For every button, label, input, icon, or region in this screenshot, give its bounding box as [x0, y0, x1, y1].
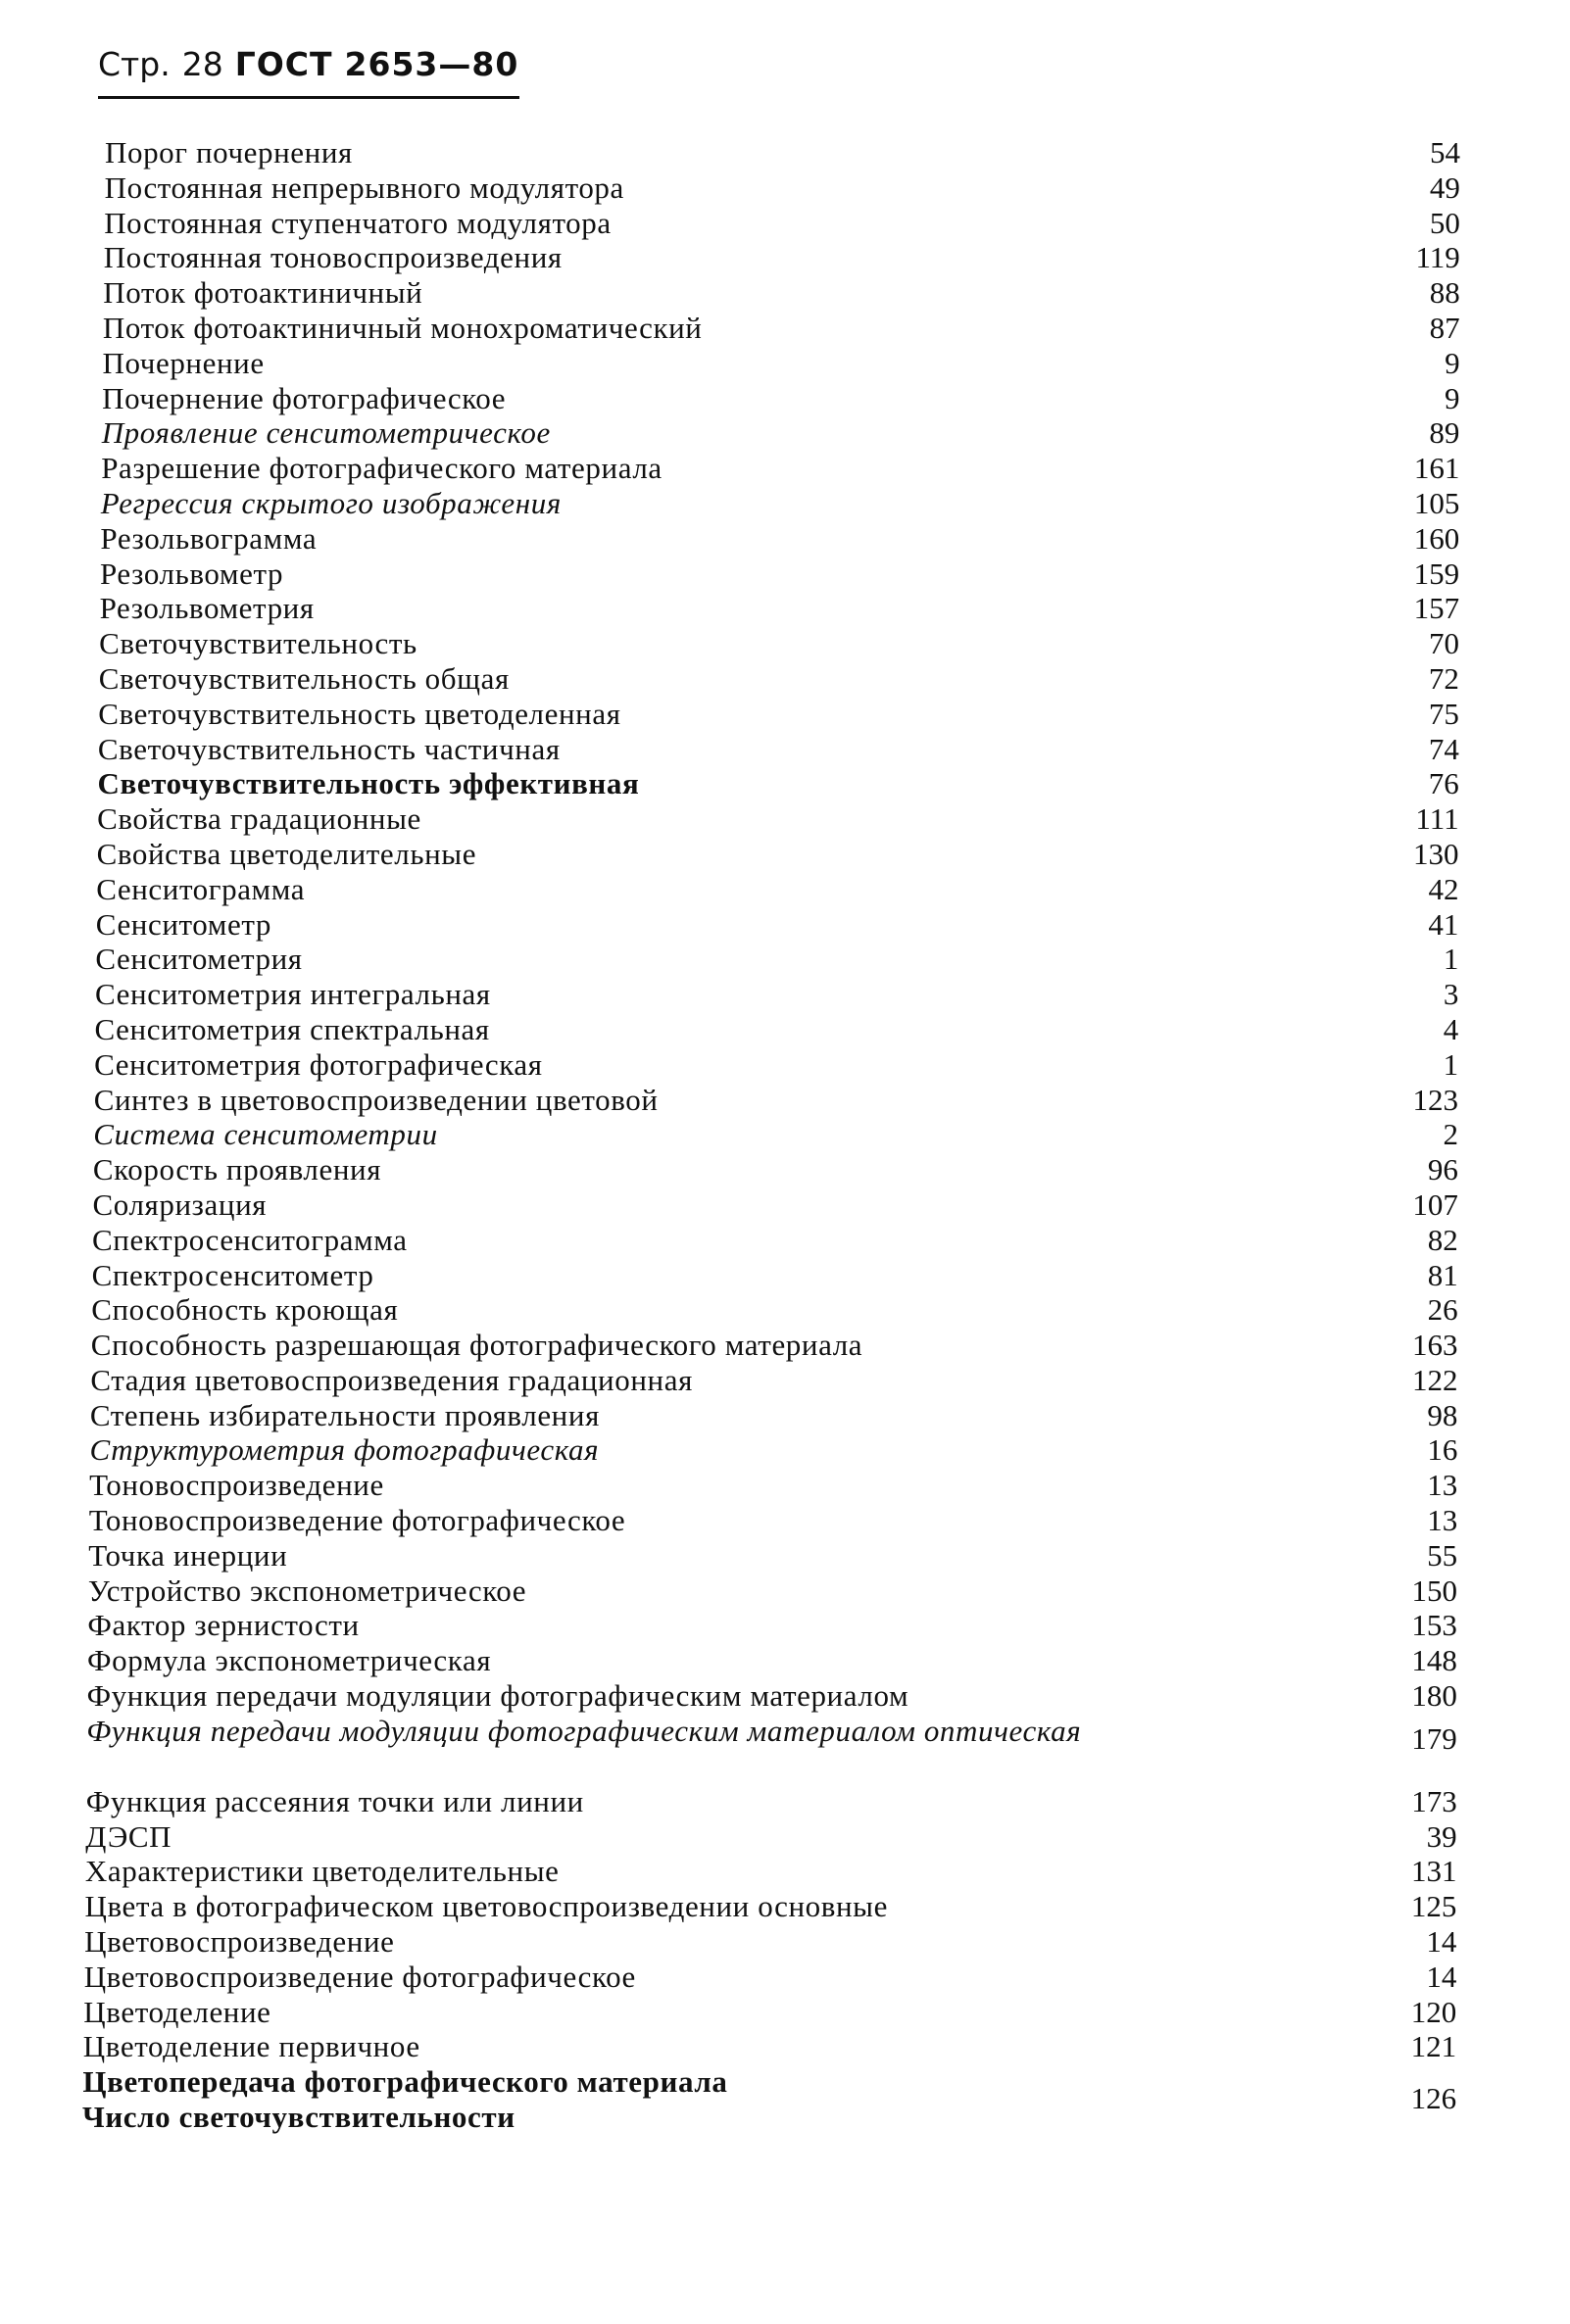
index-entry — [0, 907, 1570, 943]
index-term: Сенситограмма — [96, 871, 306, 906]
index-term: Способность разрешающая фотографического материала — [90, 1328, 863, 1363]
index-entry — [0, 837, 1570, 872]
index-term: Сенситометрия интегральная — [95, 977, 491, 1012]
index-number: 173 — [1411, 1783, 1457, 1818]
index-number: 26 — [1427, 1292, 1458, 1328]
index-number: 126 — [1410, 2081, 1457, 2116]
index-entry — [0, 1889, 1570, 1924]
index-entry — [0, 1468, 1570, 1503]
header-rule — [98, 96, 519, 99]
index-term: Поток фотоактиничный монохроматический — [102, 310, 703, 345]
index-term: Соляризация — [92, 1186, 268, 1222]
index-term: Постоянная непрерывного модулятора — [104, 169, 624, 205]
index-term: Цветоделение первичное — [82, 2029, 420, 2064]
page-label: Стр. — [98, 45, 171, 83]
index-number: 163 — [1412, 1328, 1458, 1363]
index-term: Функция передачи модуляции фотографическим материалом — [86, 1678, 909, 1714]
index-number: 9 — [1445, 380, 1460, 415]
index-entry — [0, 486, 1570, 521]
index-number: 50 — [1429, 205, 1460, 240]
index-number: 42 — [1428, 871, 1459, 906]
index-term: Светочувствительность — [99, 626, 417, 661]
index-number: 179 — [1411, 1720, 1457, 1756]
index-entry — [0, 1608, 1570, 1643]
index-entry — [0, 1678, 1570, 1714]
index-term: Характеристики цветоделительные — [84, 1854, 560, 1889]
index-term: Цветопередача фотографического материала — [82, 2064, 728, 2100]
index-number: 157 — [1413, 591, 1460, 626]
index-entry — [0, 451, 1570, 486]
index-entry — [0, 1083, 1570, 1118]
index-number: 55 — [1427, 1537, 1458, 1573]
index-entry — [0, 1924, 1570, 1960]
index-entry — [0, 626, 1570, 661]
index-term: Цветовоспроизведение фотографическое — [83, 1959, 636, 1994]
index-term: Светочувствительность частичная — [97, 731, 561, 766]
index-entry — [0, 1292, 1570, 1328]
index-term: Фактор зернистости — [87, 1608, 360, 1643]
index-term: Точка инерции — [88, 1537, 288, 1573]
index-number: 159 — [1413, 556, 1460, 591]
index-entry — [0, 521, 1570, 557]
index-number: 123 — [1412, 1082, 1458, 1117]
index-number: 122 — [1412, 1362, 1458, 1397]
index-term: Сенситометрия спектральная — [94, 1011, 490, 1046]
index-entry — [0, 661, 1570, 697]
index-entry — [0, 591, 1570, 626]
index-number: 125 — [1410, 1889, 1457, 1924]
index-entry — [0, 1328, 1570, 1363]
index-entry — [0, 1995, 1570, 2030]
index-number: 107 — [1412, 1186, 1458, 1222]
index-number: 81 — [1427, 1257, 1458, 1292]
index-term: Порог почернения — [105, 135, 353, 169]
term-index — [0, 135, 1570, 2135]
index-number: 148 — [1411, 1643, 1457, 1678]
index-entry — [0, 381, 1570, 416]
index-term: Резольвометр — [100, 556, 284, 591]
index-entry — [0, 732, 1570, 767]
index-entry — [0, 240, 1570, 275]
index-entry — [0, 1012, 1570, 1047]
index-number: 39 — [1426, 1818, 1457, 1854]
index-term: Поток фотоактиничный — [103, 275, 423, 311]
index-term: Цветовоспроизведение — [84, 1924, 395, 1960]
index-term: Светочувствительность общая — [98, 660, 510, 696]
index-number: 161 — [1413, 451, 1460, 486]
index-number: 16 — [1427, 1432, 1458, 1468]
index-entry — [0, 2029, 1570, 2064]
index-entry — [0, 1432, 1570, 1468]
index-term: Резольвограмма — [100, 520, 318, 556]
index-number: 119 — [1415, 240, 1460, 275]
index-number: 1 — [1443, 1046, 1459, 1082]
index-number: 87 — [1429, 310, 1460, 345]
index-entry — [0, 2100, 1570, 2135]
index-entry — [0, 557, 1570, 592]
index-term: Светочувствительность цветоделенная — [98, 696, 621, 731]
index-number: 150 — [1411, 1573, 1457, 1608]
index-entry — [0, 275, 1570, 311]
index-number: 70 — [1429, 626, 1459, 661]
index-entry — [0, 415, 1570, 451]
index-number: 2 — [1443, 1117, 1458, 1152]
standard-label: ГОСТ — [234, 45, 333, 83]
index-entry — [0, 1223, 1570, 1258]
index-term: Разрешение фотографического материала — [101, 451, 662, 486]
index-number: 131 — [1411, 1854, 1457, 1889]
index-number: 3 — [1443, 977, 1459, 1012]
index-number: 72 — [1428, 660, 1459, 696]
index-term: Система сенситометрии — [93, 1117, 438, 1152]
index-term: Постоянная тоновоспроизведения — [103, 240, 563, 275]
index-number: 9 — [1445, 345, 1460, 380]
index-term: Почернение — [102, 345, 265, 380]
index-number: 4 — [1443, 1011, 1459, 1046]
index-term: Свойства градационные — [97, 801, 421, 837]
index-term: Проявление сенситометрическое — [101, 415, 551, 451]
index-entry — [0, 977, 1570, 1012]
index-number: 76 — [1428, 766, 1459, 801]
index-term: Тоновоспроизведение — [89, 1468, 384, 1503]
index-term: Степень избирательности проявления — [89, 1397, 600, 1432]
index-term: Светочувствительность эффективная — [97, 766, 640, 801]
index-number: 153 — [1411, 1608, 1457, 1643]
page-header — [98, 45, 518, 83]
index-entry — [0, 1784, 1570, 1819]
index-entry — [0, 766, 1570, 801]
index-number: 160 — [1413, 520, 1460, 556]
index-number: 105 — [1413, 485, 1460, 520]
index-term: Число светочувствительности — [82, 2100, 515, 2135]
index-entry — [0, 1398, 1570, 1433]
index-term: Цветоделение — [83, 1994, 271, 2029]
index-number: 49 — [1429, 169, 1460, 205]
index-number: 98 — [1427, 1397, 1458, 1432]
index-entry — [0, 801, 1570, 837]
index-entry — [0, 206, 1570, 241]
index-entry — [0, 1643, 1570, 1678]
page-number: 28 — [181, 45, 223, 83]
standard-number: 2653—80 — [344, 45, 519, 83]
index-entry — [0, 135, 1570, 170]
index-number: 13 — [1427, 1468, 1458, 1503]
index-entry — [0, 1152, 1570, 1187]
index-term: Синтез в цветовоспроизведении цветовой — [93, 1082, 659, 1117]
index-term: Структурометрия фотографическая — [89, 1432, 600, 1468]
index-entry — [0, 346, 1570, 381]
index-number: 180 — [1411, 1678, 1457, 1714]
index-number: 14 — [1426, 1924, 1457, 1960]
index-term: Функция рассеяния точки или линии — [85, 1783, 584, 1818]
index-entry — [0, 942, 1570, 977]
index-term: Стадия цветовоспроизведения градационная — [90, 1362, 693, 1397]
index-entry — [0, 1258, 1570, 1293]
index-term: Спектросенситометр — [91, 1257, 374, 1292]
index-entry — [0, 1047, 1570, 1083]
index-entry — [0, 2064, 1570, 2116]
index-number: 88 — [1429, 275, 1460, 311]
index-term: Скорость проявления — [92, 1152, 382, 1187]
index-term: Функция передачи модуляции фотографическим материалом оптическая — [86, 1713, 1082, 1748]
index-term: Регрессия скрытого изображения — [100, 485, 562, 520]
index-number: 130 — [1413, 836, 1459, 871]
index-number: 13 — [1427, 1503, 1458, 1538]
index-term: Цвета в фотографическом цветовоспроизведении основные — [84, 1889, 888, 1924]
index-term: Спектросенситограмма — [92, 1222, 408, 1257]
index-number: 14 — [1426, 1959, 1457, 1994]
index-entry — [0, 311, 1570, 346]
index-entry — [0, 1117, 1570, 1152]
index-number: 111 — [1415, 801, 1459, 837]
index-term: Сенситометрия — [95, 942, 303, 977]
index-term: Формула экспонометрическая — [87, 1643, 492, 1678]
index-entry — [0, 170, 1570, 206]
index-entry — [0, 1714, 1570, 1784]
index-number: 41 — [1428, 906, 1459, 942]
index-number: 1 — [1443, 942, 1459, 977]
index-number: 82 — [1427, 1222, 1458, 1257]
index-entry — [0, 1538, 1570, 1574]
index-entry — [0, 697, 1570, 732]
index-entry — [0, 1187, 1570, 1223]
index-number: 89 — [1429, 415, 1460, 451]
index-term: Почернение фотографическое — [102, 380, 507, 415]
index-term: Устройство экспонометрическое — [87, 1573, 527, 1608]
index-entry — [0, 1503, 1570, 1538]
index-term: Способность кроющая — [91, 1292, 399, 1328]
index-term: Сенситометр — [95, 906, 272, 942]
index-entry — [0, 1363, 1570, 1398]
index-entry — [0, 1574, 1570, 1609]
index-number: 75 — [1428, 696, 1459, 731]
index-term: Свойства цветоделительные — [96, 836, 477, 871]
index-entry — [0, 1854, 1570, 1889]
index-term: Сенситометрия фотографическая — [94, 1046, 543, 1082]
index-number: 54 — [1430, 135, 1460, 169]
index-entry — [0, 1819, 1570, 1855]
index-number: 121 — [1410, 2029, 1457, 2064]
index-term: ДЭСП — [85, 1818, 172, 1854]
index-term: Постоянная ступенчатого модулятора — [104, 205, 612, 240]
index-term: Резольвометрия — [99, 591, 315, 626]
index-term: Тоновоспроизведение фотографическое — [88, 1503, 626, 1538]
index-number: 96 — [1427, 1152, 1458, 1187]
index-number: 120 — [1410, 1994, 1457, 2029]
index-entry — [0, 872, 1570, 907]
index-entry — [0, 1960, 1570, 1995]
index-number: 74 — [1428, 731, 1459, 766]
